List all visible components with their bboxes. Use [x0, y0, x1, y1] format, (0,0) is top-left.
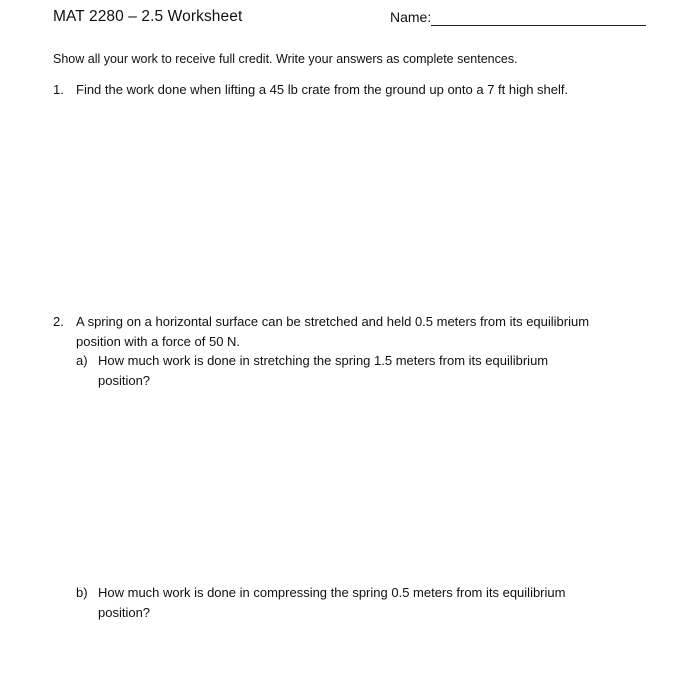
question-2-number: 2. — [53, 314, 64, 329]
question-2-part-a — [0, 351, 700, 391]
name-label: Name: — [390, 9, 432, 25]
question-2-text-line-2: position with a force of 50 N. — [76, 333, 241, 349]
question-1-number: 1. — [53, 82, 64, 97]
part-a-text-line-1: How much work is done in stretching the spring 1.5 meters from its equilibrium — [98, 353, 549, 368]
part-b-text-line-2: position? — [98, 604, 151, 620]
question-2-text-line-1: A spring on a horizontal surface can be stretched and held 0.5 meters from its equilibrium — [76, 314, 590, 329]
question-1-text: Find the work done when lifting a 45 lb crate from the ground up onto a 7 ft high shelf. — [76, 82, 569, 97]
question-1 — [0, 80, 700, 100]
question-2 — [0, 312, 700, 352]
part-a-label: a) — [76, 353, 88, 368]
name-blank-line — [431, 25, 646, 26]
part-a-text-line-2: position? — [98, 372, 151, 388]
worksheet-title: MAT 2280 – 2.5 Worksheet — [53, 8, 243, 25]
part-b-text-line-1: How much work is done in compressing the spring 0.5 meters from its equilibrium — [98, 585, 566, 600]
part-b-label: b) — [76, 585, 88, 600]
question-2-part-b — [0, 583, 700, 623]
instructions-text: Show all your work to receive full credit. Write your answers as complete sentences. — [53, 52, 518, 66]
